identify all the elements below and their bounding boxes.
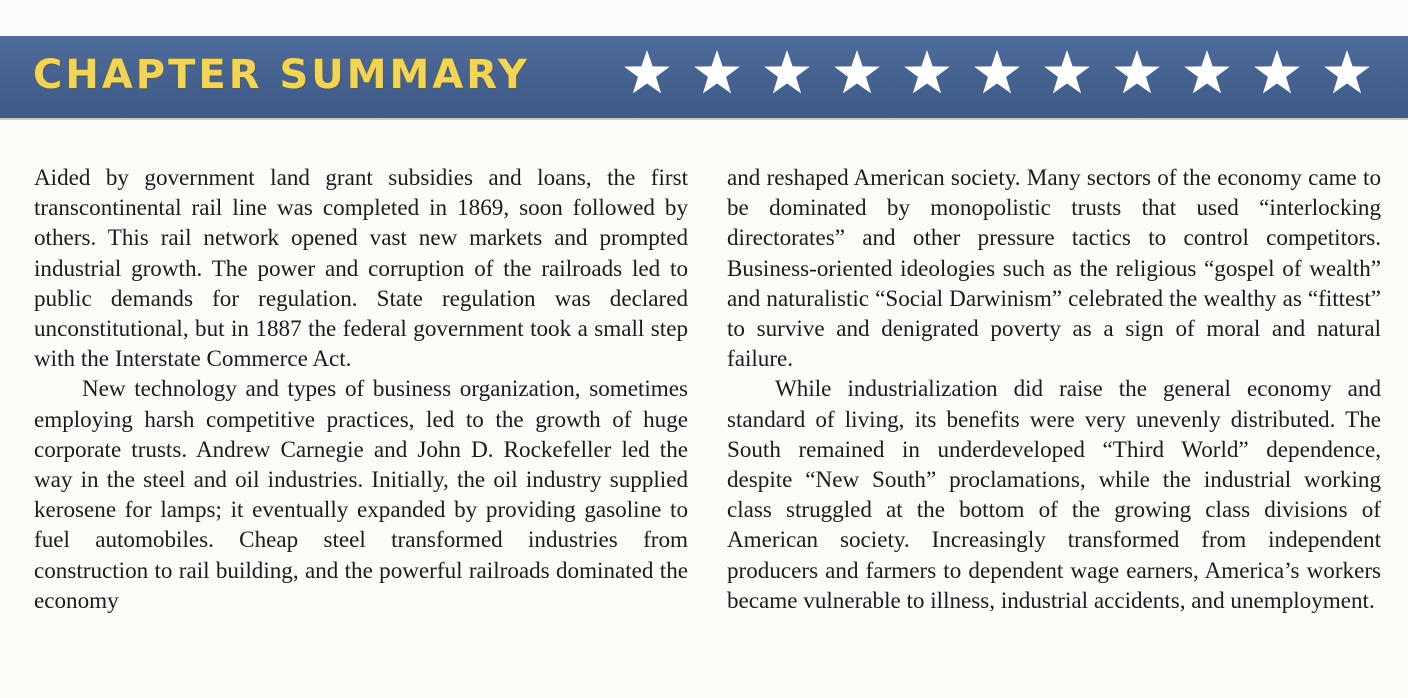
paragraph: While industrialization did raise the general economy and standard of living, its benefits were very unevenly distributed. The South remained in underdeveloped “Third World” dependence, despite “New South” proclamations, while the industrial working class struggled at the bottom of the growing class divisions of American society. Increasingly transformed from independent producers and farmers to dependent wage earners, America’s workers became vulnerable to illness, industrial accidents, and unemployment. bbox=[727, 375, 1381, 613]
star-icon bbox=[692, 48, 742, 98]
paragraph: and reshaped American society. Many sectors of the economy came to be dominated by monopolistic trusts that used “interlocking directorates” and other pressure tactics to control competitors. Business-oriented ideologies such as the religious “gospel of wealth” and naturalistic “Social Darwinism” celebrated the wealthy as “fittest” to survive and denigrated poverty as a sign of moral and natural failure. bbox=[727, 164, 1381, 372]
star-icon bbox=[972, 48, 1022, 98]
star-icon bbox=[1042, 48, 1092, 98]
paragraph: Aided by government land grant subsidies and loans, the first transcontinental rail line was completed in 1869, soon followed by others. This rail network opened vast new markets and prompted industrial growth. The power and corruption of the railroads led to public demands for regulation. State regulation was declared unconstitutional, but in 1887 the federal government took a small step with the Interstate Commerce Act. bbox=[34, 164, 688, 372]
banner-stars bbox=[622, 48, 1372, 98]
paragraph: New technology and types of business organization, sometimes employing harsh competitive practices, led to the growth of huge corporate trusts. Andrew Carnegie and John D. Rockefeller led the way in the steel and oil industries. Initially, the oil industry supplied kerosene for lamps; it eventually expanded by providing gasoline to fuel automobiles. Cheap steel transformed industries from construction to rail building, and the powerful railroads dominated the economy bbox=[34, 375, 688, 613]
chapter-summary-banner bbox=[0, 36, 1408, 120]
banner-title: CHAPTER SUMMARY bbox=[33, 52, 530, 98]
star-icon bbox=[832, 48, 882, 98]
star-icon bbox=[622, 48, 672, 98]
star-icon bbox=[1182, 48, 1232, 98]
star-icon bbox=[902, 48, 952, 98]
page-top-margin bbox=[0, 0, 1408, 36]
star-icon bbox=[1252, 48, 1302, 98]
star-icon bbox=[1112, 48, 1162, 98]
right-column bbox=[727, 162, 1381, 615]
star-icon bbox=[762, 48, 812, 98]
bleed-through-decoration bbox=[900, 128, 1380, 148]
left-column bbox=[34, 162, 688, 615]
star-icon bbox=[1322, 48, 1372, 98]
